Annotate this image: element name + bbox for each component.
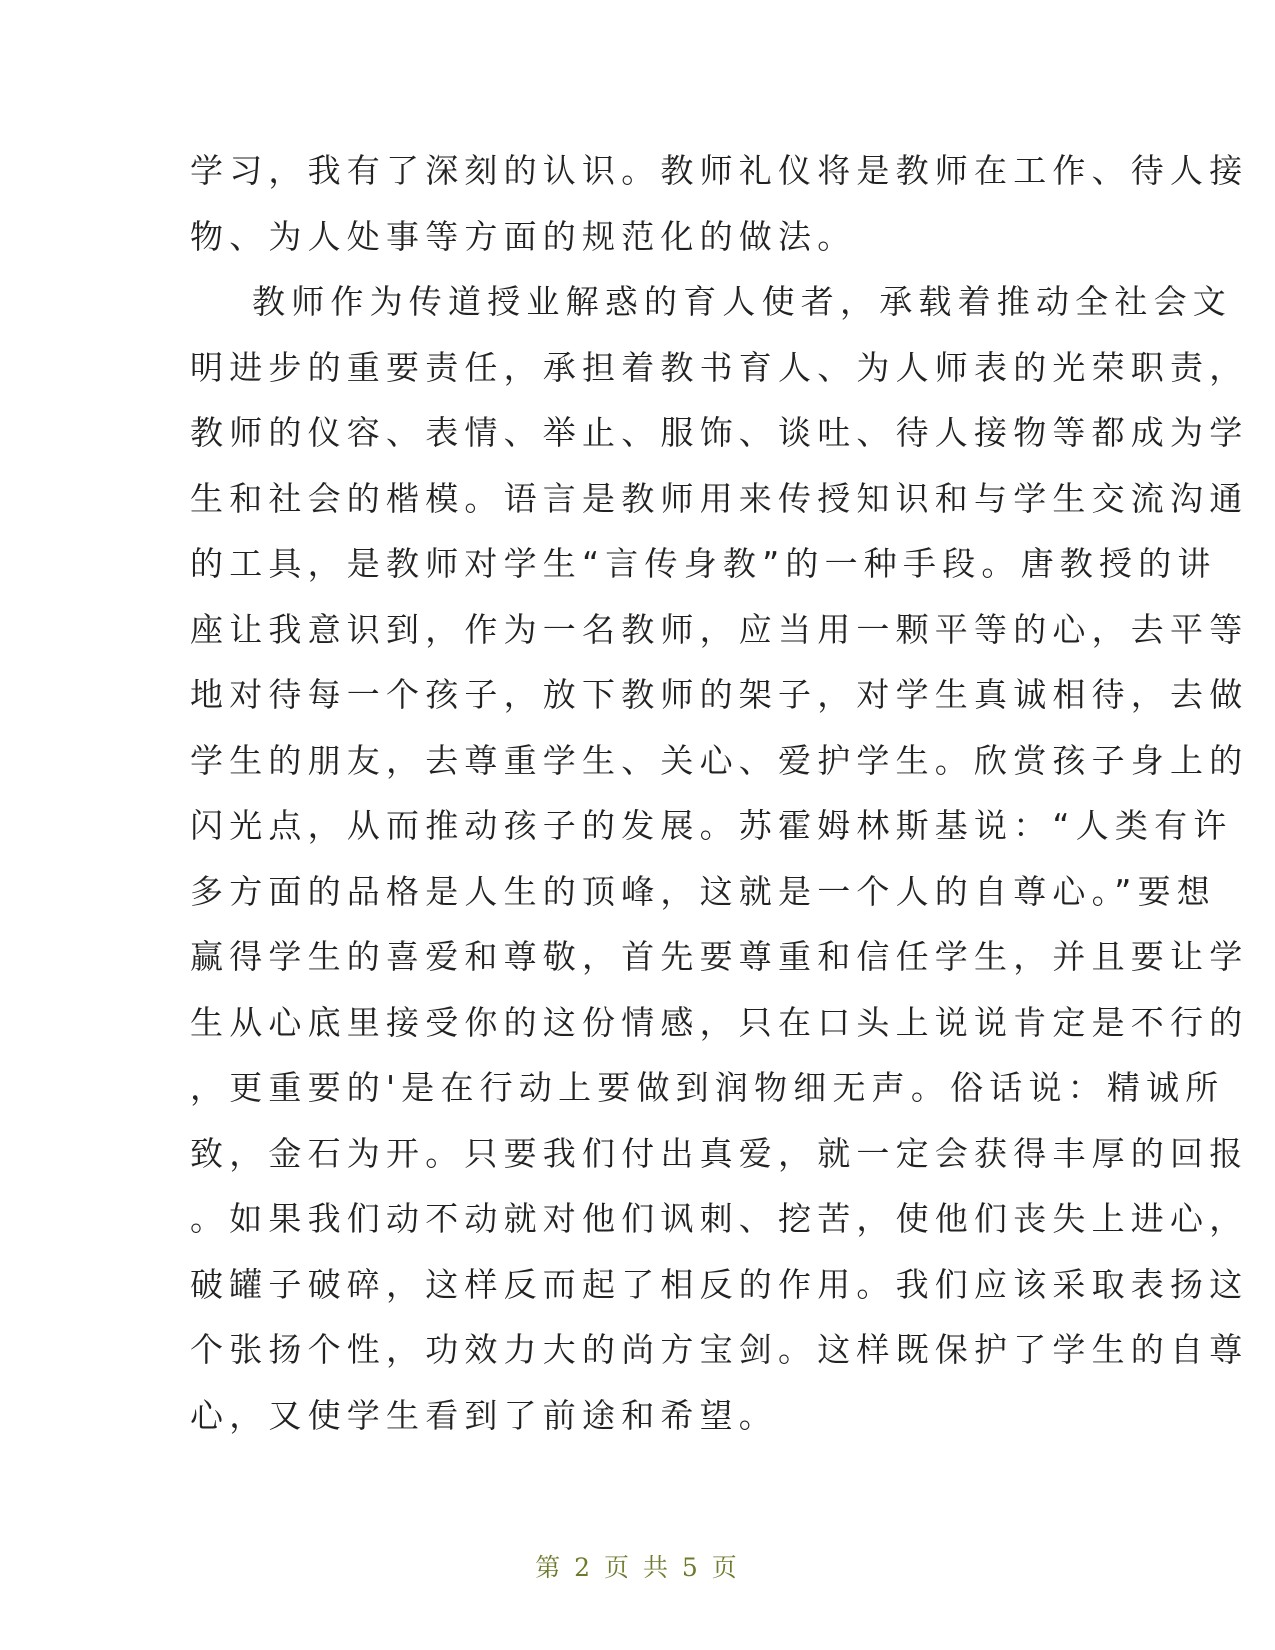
text-line: 学习，我有了深刻的认识。教师礼仪将是教师在工作、待人接 [190,151,1249,190]
text-line: 赢得学生的喜爱和尊敬，首先要尊重和信任学生，并且要让学 [190,937,1249,976]
text-line: 座让我意识到，作为一名教师，应当用一颗平等的心，去平等 [190,609,1249,649]
text-line: 破罐子破碎，这样反而起了相反的作用。我们应该采取表扬这 [190,1264,1249,1304]
text-line: 地对待每一个孩子，放下教师的架子，对学生真诚相待，去做 [190,675,1249,714]
text-line: 明进步的重要责任，承担着教书育人、为人师表的光荣职责， [190,347,1249,387]
text-line: 。如果我们动不动就对他们讽刺、挖苦，使他们丧失上进心， [190,1199,1249,1238]
page-number-footer: 第 2 页 共 5 页 [535,1553,740,1582]
text-line: 学生的朋友，去尊重学生、关心、爱护学生。欣赏孩子身上的 [190,740,1249,780]
text-line: ，更重要的'是在行动上要做到润物细无声。俗话说：精诚所 [190,1068,1225,1107]
text-line: 心，又使学生看到了前途和希望。 [190,1395,778,1435]
document-body [190,138,1249,1448]
text-line: 多方面的品格是人生的顶峰，这就是一个人的自尊心。”要想 [190,871,1216,911]
text-line: 闪光点，从而推动孩子的发展。苏霍姆林斯基说：“人类有许 [190,806,1233,845]
text-line: 个张扬个性，功效力大的尚方宝剑。这样既保护了学生的自尊 [190,1330,1249,1369]
text-line: 生和社会的楷模。语言是教师用来传授知识和与学生交流沟通 [190,478,1249,518]
text-line: 物、为人处事等方面的规范化的做法。 [190,216,857,256]
paragraph-first-line: 教师作为传道授业解惑的育人使者，承载着推动全社会文 [252,282,1232,321]
text-line: 的工具，是教师对学生“言传身教”的一种手段。唐教授的讲 [190,544,1217,583]
text-line: 教师的仪容、表情、举止、服饰、谈吐、待人接物等都成为学 [190,413,1249,452]
text-line: 致，金石为开。只要我们付出真爱，就一定会获得丰厚的回报 [190,1133,1249,1173]
text-line: 生从心底里接受你的这份情感，只在口头上说说肯定是不行的 [190,1002,1249,1042]
